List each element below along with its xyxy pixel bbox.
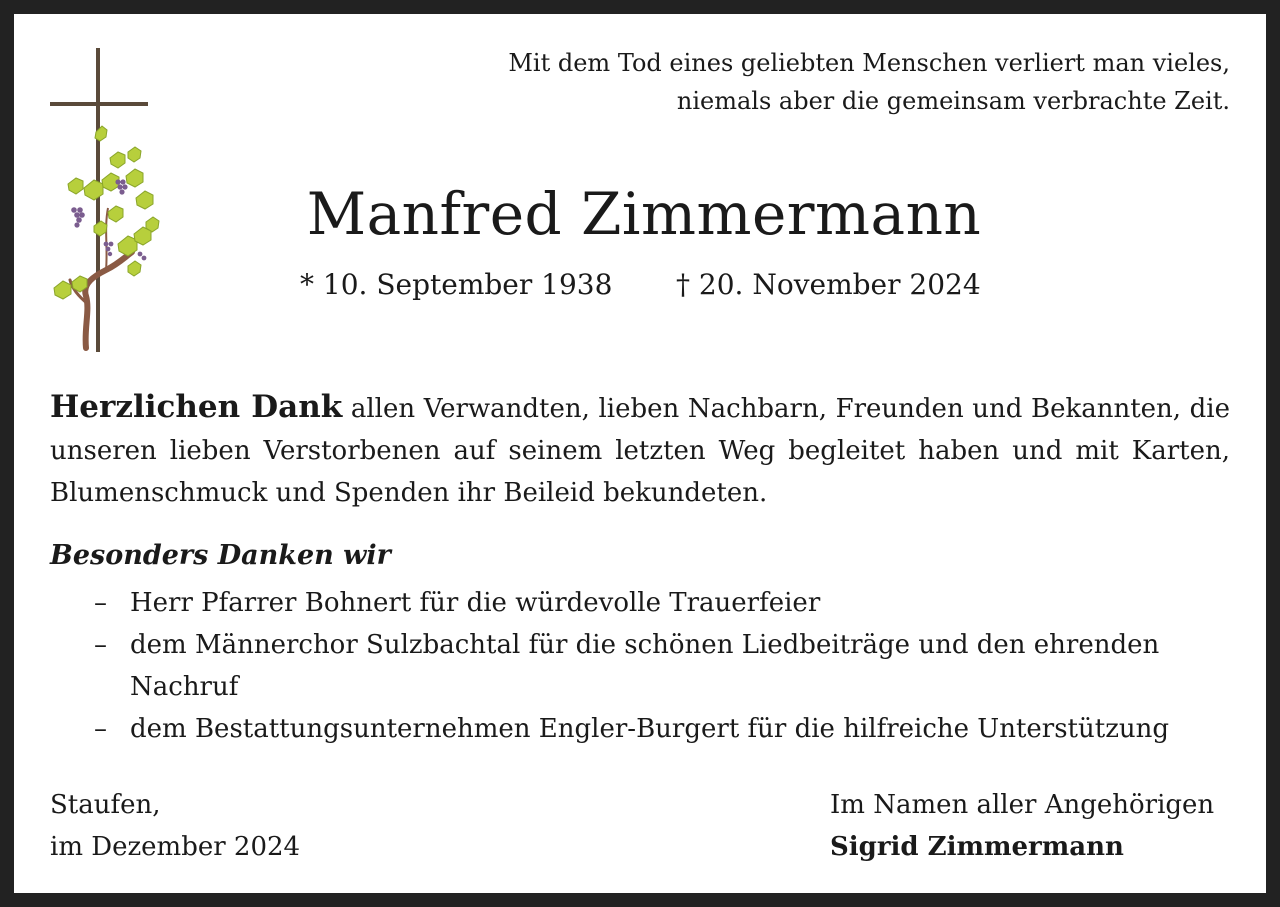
obituary-card bbox=[14, 14, 1266, 893]
dash-bullet: – bbox=[94, 714, 107, 744]
quote-line-2: niemals aber die gemeinsam verbrachte Zeit. bbox=[676, 87, 1230, 115]
deceased-name: Manfred Zimmermann bbox=[306, 180, 982, 248]
list-item bbox=[50, 708, 1230, 750]
list-item bbox=[50, 624, 1230, 708]
list-item-text: dem Männerchor Sulzbachtal für die schönen Liedbeiträge und den ehrenden Nachruf bbox=[130, 630, 1160, 702]
thanks-lead: Herzlichen Dank bbox=[50, 389, 343, 425]
special-thanks-list bbox=[50, 582, 1230, 750]
list-item-text: Herr Pfarrer Bohnert für die würdevolle Trauerfeier bbox=[130, 588, 821, 618]
list-item-text: dem Bestattungsunternehmen Engler-Burgert für die hilfreiche Unterstützung bbox=[130, 714, 1170, 744]
thanks-paragraph bbox=[50, 386, 1230, 514]
dash-bullet: – bbox=[94, 630, 107, 660]
cross-with-grapevine-icon bbox=[48, 48, 168, 354]
quote-line-1: Mit dem Tod eines geliebten Menschen verliert man vieles, bbox=[508, 49, 1230, 77]
place-and-date bbox=[50, 784, 300, 868]
dash-bullet: – bbox=[94, 588, 107, 618]
thanks-text: allen Verwandten, lieben Nachbarn, Freunden und Bekannten, die unseren lieben Verstorbenen auf seinem letzten Weg begleitet haben und mit Karten, Blumenschmuck und Spenden ihr Beileid bekundeten. bbox=[50, 394, 1230, 508]
signoff bbox=[830, 784, 1214, 868]
death-date: † 20. November 2024 bbox=[676, 268, 981, 301]
date: im Dezember 2024 bbox=[50, 832, 301, 862]
place: Staufen, bbox=[50, 790, 161, 820]
signer-name: Sigrid Zimmermann bbox=[830, 832, 1124, 862]
birth-date: * 10. September 1938 bbox=[300, 268, 613, 301]
on-behalf-line: Im Namen aller Angehörigen bbox=[830, 790, 1215, 820]
memorial-quote bbox=[330, 44, 1230, 120]
list-item bbox=[50, 582, 1230, 624]
special-thanks-heading: Besonders Danken wir bbox=[50, 540, 391, 571]
